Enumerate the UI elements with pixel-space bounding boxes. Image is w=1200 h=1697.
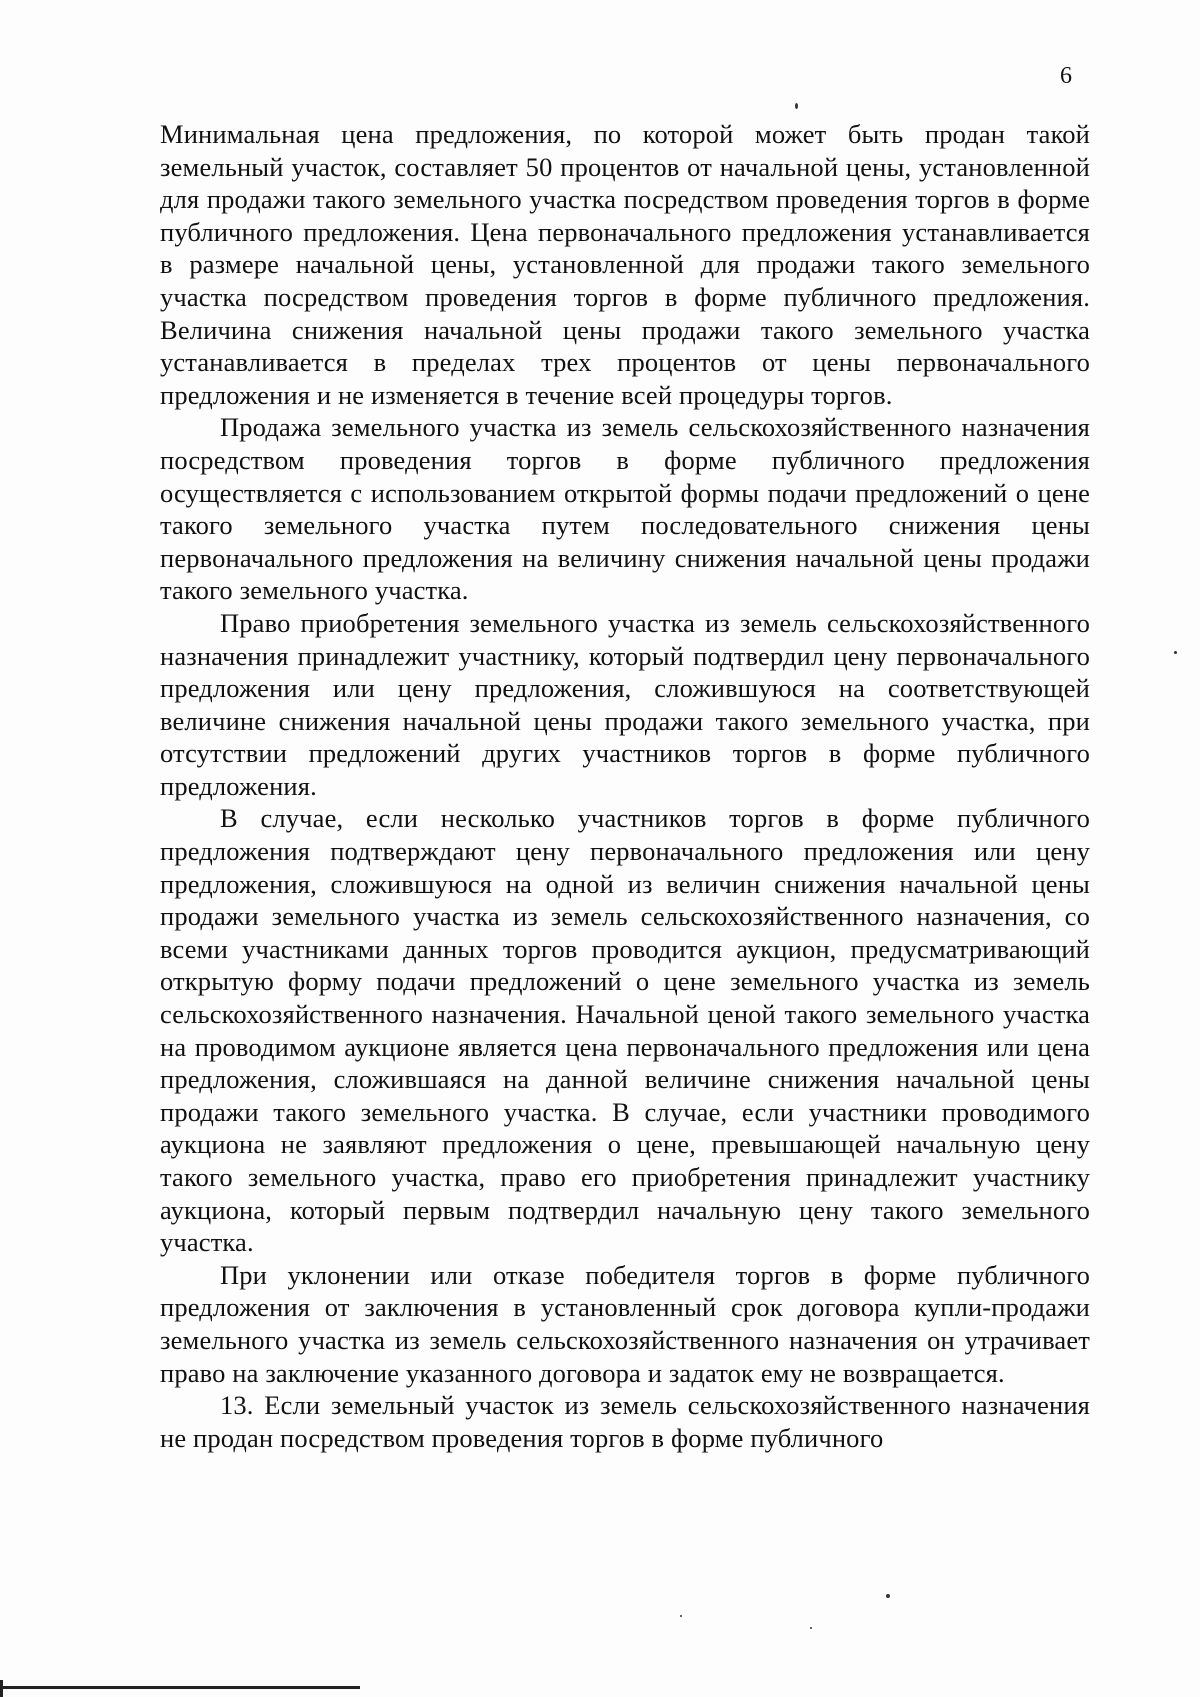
scan-speck xyxy=(795,103,798,109)
paragraph-6: 13. Если земельный участок из земель сельскохозяйственного назначения не продан посредством проведения торгов в форме публичного xyxy=(160,1390,1090,1453)
scan-speck xyxy=(680,1615,682,1617)
paragraph-5: При уклонении или отказе победителя торгов в форме публичного предложения от заключения в установленный срок договора купли-продажи земельного участка из земель сельскохозяйственного назначения он утрачивает право на заключение указанного договора и задаток ему не возвращается. xyxy=(160,1259,1090,1388)
scan-speck xyxy=(1174,651,1177,654)
scan-speck xyxy=(810,1627,812,1629)
paragraph-2: Продажа земельного участка из земель сельскохозяйственного назначения посредством проведения торгов в форме публичного предложения осуществляется с использованием открытой формы подачи предложений о цене такого земельного участка путем последовательного снижения цены первоначального предложения на величину снижения начальной цены продажи такого земельного участка. xyxy=(160,412,1090,606)
body-text xyxy=(160,118,1090,1454)
paragraph-1: Минимальная цена предложения, по которой может быть продан такой земельный участок, составляет 50 процентов от начальной цены, установленной для продажи такого земельного участка посредством проведения торгов в форме публичного предложения. Цена первоначального предложения устанавливается в размере начальной цены, установленной для продажи такого земельного участка посредством проведения торгов в форме публичного предложения. Величина снижения начальной цены продажи такого земельного участка устанавливается в пределах трех процентов от цены первоначального предложения и не изменяется в течение всей процедуры торгов. xyxy=(160,119,1090,410)
page-number: 6 xyxy=(1060,63,1072,89)
paragraph-3: Право приобретения земельного участка из земель сельскохозяйственного назначения принадлежит участнику, который подтвердил цену первоначального предложения или цену предложения, сложившуюся на соответствующей величине снижения начальной цены продажи такого земельного участка, при отсутствии предложений других участников торгов в форме публичного предложения. xyxy=(160,607,1090,801)
scan-edge-tick xyxy=(0,1680,3,1697)
scan-edge-line xyxy=(0,1686,360,1689)
paragraph-4: В случае, если несколько участников торгов в форме публичного предложения подтверждают цену первоначального предложения или цену предложения, сложившуюся на одной из величин снижения начальной цены продажи земельного участка из земель сельскохозяйственного назначения, со всеми участниками данных торгов проводится аукцион, предусматривающий открытую форму подачи предложений о цене земельного участка из земель сельскохозяйственного назначения. Начальной ценой такого земельного участка на проводимом аукционе является цена первоначального предложения или цена предложения, сложившаяся на данной величине снижения начальной цены продажи такого земельного участка. В случае, если участники проводимого аукциона не заявляют предложения о цене, превышающей начальную цену такого земельного участка, право его приобретения принадлежит участнику аукциона, который первым подтвердил начальную цену такого земельного участка. xyxy=(160,803,1090,1258)
scan-speck xyxy=(886,1594,890,1598)
